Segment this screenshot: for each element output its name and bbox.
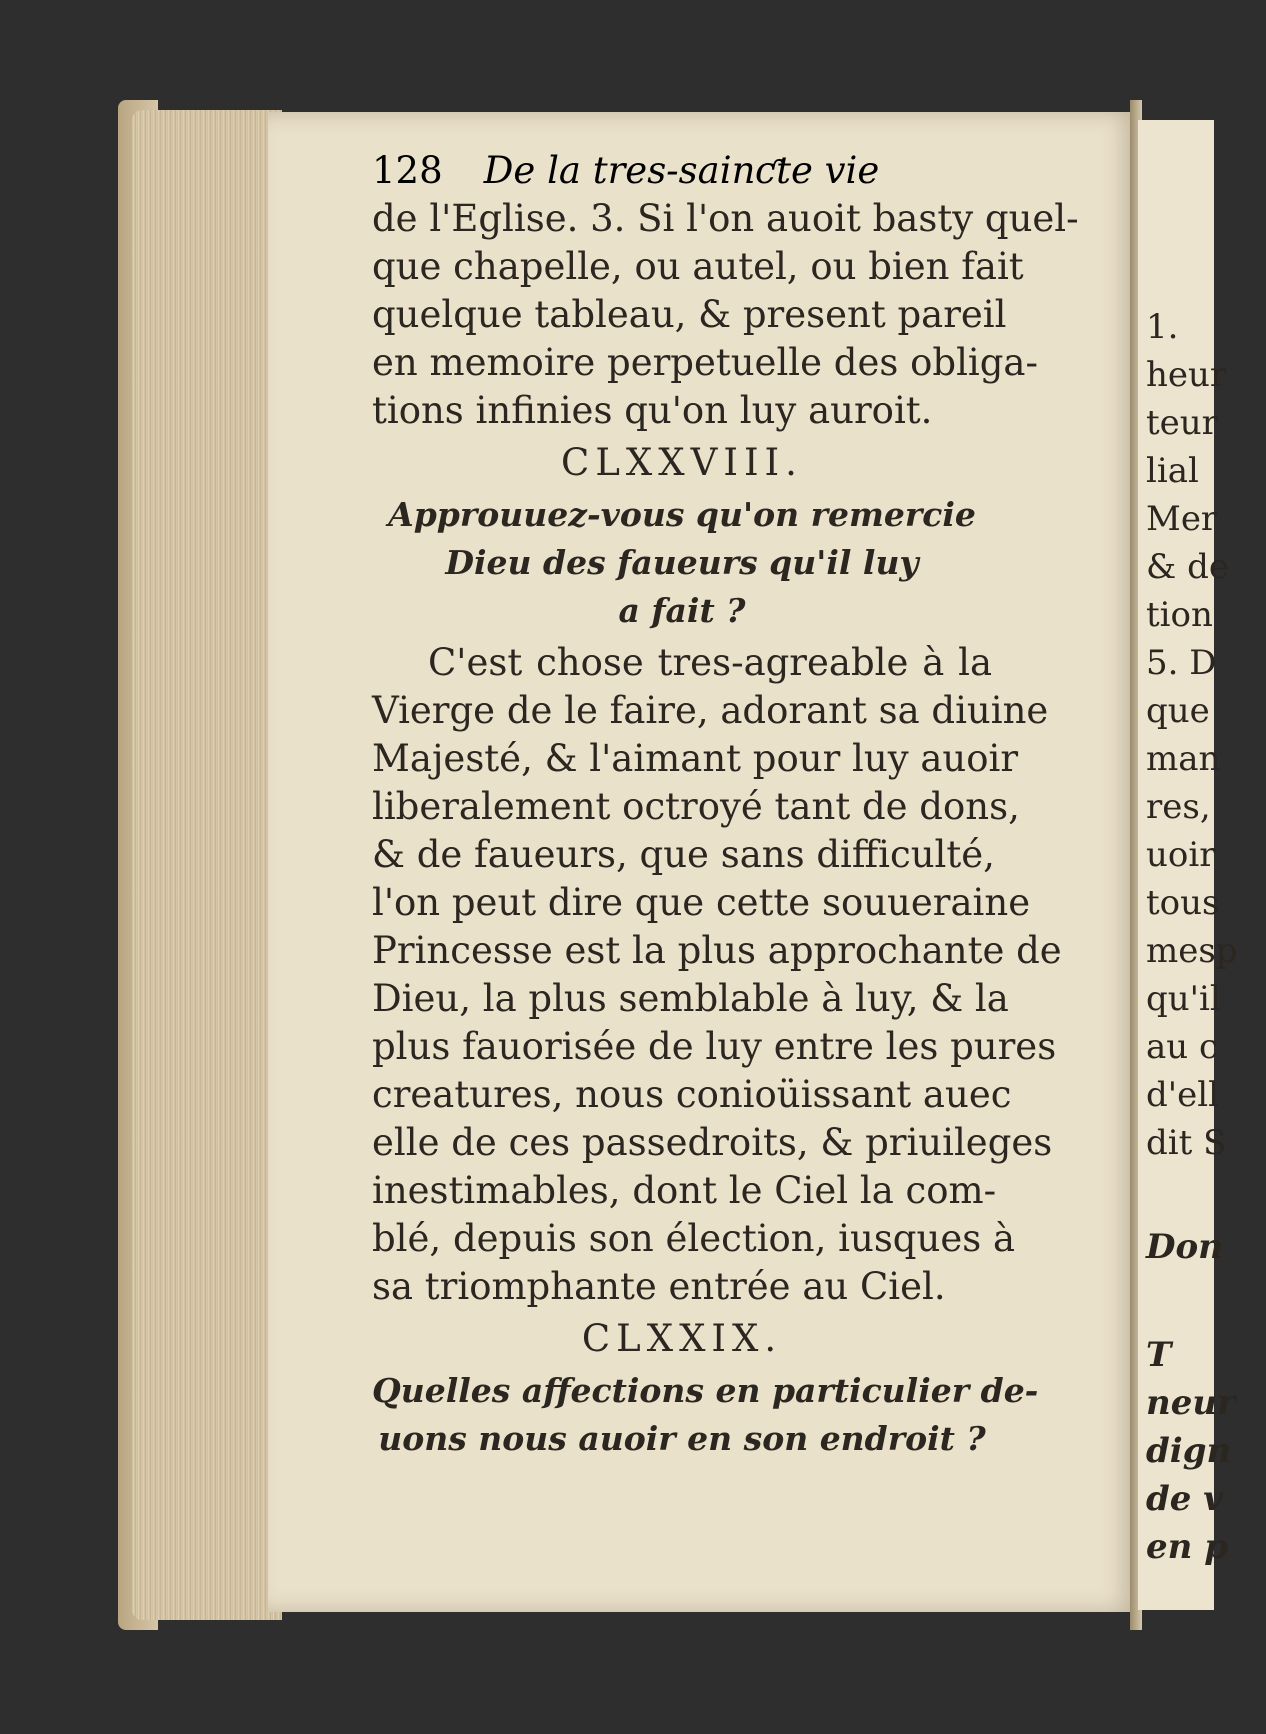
fragment-line: 1. — [1146, 307, 1179, 347]
fragment-line: res, — [1146, 787, 1211, 827]
answer-line: inestimables, dont le Ciel la com- — [372, 1169, 997, 1212]
question-line: Quelles affections en particulier de- — [372, 1371, 1039, 1410]
fragment-line: mesp — [1146, 931, 1238, 971]
fragment-line: & de — [1146, 547, 1229, 587]
fragment-line: d'ell — [1146, 1075, 1219, 1115]
fragment-line: lial — [1146, 451, 1199, 491]
fragment-line: dit S — [1146, 1123, 1227, 1163]
fragment-line: 5. D — [1146, 643, 1217, 683]
answer-line: Vierge de le faire, adorant sa diuine — [372, 689, 1049, 732]
fragment-line: dign — [1146, 1431, 1232, 1471]
question-line: uons nous auoir en son endroit ? — [378, 1419, 986, 1458]
answer-line: C'est chose tres-agreable à la — [428, 641, 992, 684]
fragment-line: neur — [1146, 1383, 1235, 1423]
fragment-line: tous — [1146, 883, 1220, 923]
fragment-line: Don — [1146, 1227, 1223, 1267]
fragment-line: que — [1146, 691, 1210, 731]
answer-line: & de faueurs, que sans difficulté, — [372, 833, 995, 876]
answer-line: elle de ces passedroits, & priuileges — [372, 1121, 1053, 1164]
answer-line: Princesse est la plus approchante de — [372, 929, 1062, 972]
right-page-fragment — [1138, 120, 1238, 1610]
answer-line: plus fauorisée de luy entre les pures — [372, 1025, 1057, 1068]
body-line: de l'Eglise. 3. Si l'on auoit basty quel- — [372, 197, 1079, 240]
answer-line: creatures, nous conioüissant auec — [372, 1073, 1012, 1116]
answer-line: Majesté, & l'aimant pour luy auoir — [372, 737, 1019, 780]
fragment-line: uoir — [1146, 835, 1216, 875]
body-line: en memoire perpetuelle des obliga- — [372, 341, 1038, 384]
question-line: Approuuez-vous qu'on remercie — [388, 495, 976, 534]
page-number: 128 — [372, 149, 443, 192]
answer-line: liberalement octroyé tant de dons, — [372, 785, 1020, 828]
fragment-line: au c — [1146, 1027, 1219, 1067]
page-edges — [132, 110, 282, 1620]
answer-line: sa triomphante entrée au Ciel. — [372, 1265, 946, 1308]
answer-line: blé, depuis son élection, iusques à — [372, 1217, 1016, 1260]
section-heading: CLXXVIII. — [561, 441, 803, 484]
question-line: Dieu des faueurs qu'il luy — [445, 543, 919, 582]
question-line: a fait ? — [618, 591, 746, 630]
section-heading: CLXXIX. — [581, 1317, 783, 1360]
running-title: De la tres-sainƈte vie — [483, 149, 880, 192]
body-line: quelque tableau, & present pareil — [372, 293, 1007, 336]
fragment-line: heur — [1146, 355, 1227, 395]
fragment-line: qu'il — [1146, 979, 1221, 1019]
fragment-line: en p — [1146, 1527, 1228, 1567]
fragment-line: Mer — [1146, 499, 1218, 539]
fragment-line: de v — [1146, 1479, 1223, 1519]
fragment-line: man — [1146, 739, 1221, 779]
fragment-line: teur — [1146, 403, 1218, 443]
fragment-line: T — [1146, 1335, 1172, 1375]
body-line: tions infinies qu'on luy auroit. — [372, 389, 933, 432]
answer-line: Dieu, la plus semblable à luy, & la — [372, 977, 1009, 1020]
running-head — [372, 148, 892, 194]
body-line: que chapelle, ou autel, ou bien fait — [372, 245, 1024, 288]
answer-line: l'on peut dire que cette souueraine — [372, 881, 1031, 924]
fragment-line: tion — [1146, 595, 1213, 635]
